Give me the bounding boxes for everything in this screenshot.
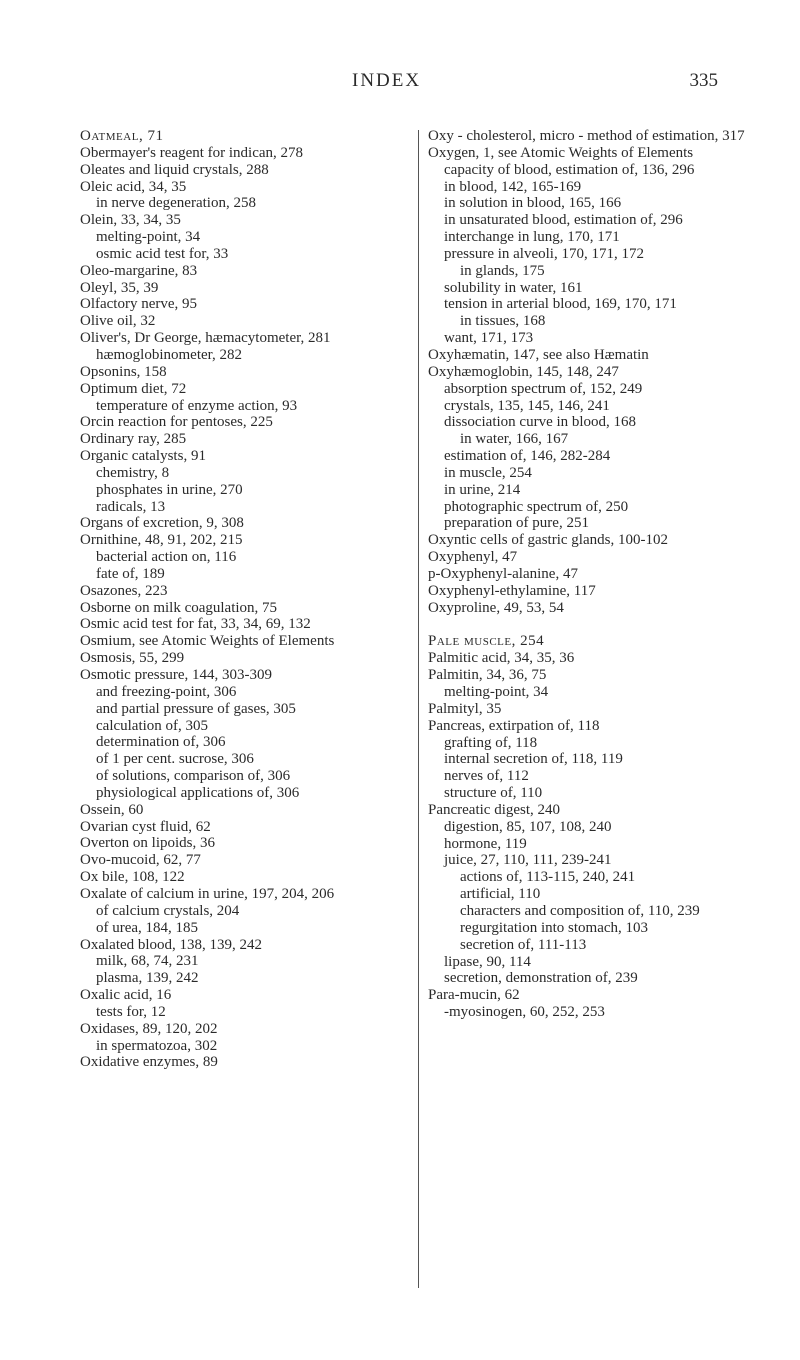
index-entry: Oxyhæmatin, 147, see also Hæmatin — [428, 346, 649, 363]
index-subentry: characters and composition of, 110, 239 — [460, 902, 700, 919]
index-entry: Ordinary ray, 285 — [80, 431, 187, 448]
index-entry: Para-mucin, 62 — [428, 987, 520, 1004]
index-entry: Oxyntic cells of gastric glands, 100-102 — [428, 532, 668, 549]
index-entry: Osmotic pressure, 144, 303-309 — [80, 667, 273, 683]
index-entry: Oleo-margarine, 83 — [80, 262, 198, 279]
running-title: INDEX — [352, 70, 422, 91]
index-subentry: actions of, 113-115, 240, 241 — [460, 869, 636, 886]
index-entry: Ovarian cyst fluid, 62 — [80, 818, 211, 835]
index-subentry: tests for, 12 — [96, 1003, 166, 1020]
index-entry: Oleic acid, 34, 35 — [80, 178, 187, 195]
index-entry: Oxy - cholesterol, micro - method of estimation, 317 — [428, 128, 745, 144]
index-subentry: melting-point, 34 — [444, 684, 549, 700]
index-entry: Oleates and liquid crystals, 288 — [80, 161, 269, 178]
index-subentry: calculation of, 305 — [96, 717, 209, 734]
index-subentry: hormone, 119 — [444, 835, 527, 852]
index-subentry: and partial pressure of gases, 305 — [96, 700, 296, 717]
index-subentry: in tissues, 168 — [460, 313, 546, 330]
index-subentry: in muscle, 254 — [444, 464, 532, 481]
index-entry: Overton on lipoids, 36 — [80, 835, 215, 852]
index-subentry: preparation of pure, 251 — [444, 515, 589, 532]
index-subentry: physiological applications of, 306 — [96, 784, 300, 801]
index-entry: Palmitin, 34, 36, 75 — [428, 667, 547, 684]
index-subentry: photographic spectrum of, 250 — [444, 498, 629, 515]
index-entry: Oxalic acid, 16 — [80, 987, 172, 1004]
index-entry: Oxidative enzymes, 89 — [80, 1054, 218, 1071]
index-entry: Opsonins, 158 — [80, 363, 167, 380]
index-subentry: tension in arterial blood, 169, 170, 171 — [444, 296, 677, 313]
index-entry: Oatmeal, 71 — [80, 128, 164, 144]
index-subentry: lipase, 90, 114 — [444, 953, 531, 970]
index-entry: Optimum diet, 72 — [80, 380, 187, 397]
index-subentry: solubility in water, 161 — [444, 279, 583, 296]
index-column-right — [428, 128, 764, 1021]
index-subentry: in spermatozoa, 302 — [96, 1037, 218, 1054]
index-subentry: artificial, 110 — [460, 886, 541, 903]
page-header — [0, 70, 800, 100]
index-subentry: absorption spectrum of, 152, 249 — [444, 380, 643, 397]
index-entry: Osborne on milk coagulation, 75 — [80, 599, 278, 616]
index-subentry: of calcium crystals, 204 — [96, 902, 240, 919]
index-entry: Organs of excretion, 9, 308 — [80, 515, 244, 532]
index-entry: Oxyhæmoglobin, 145, 148, 247 — [428, 363, 619, 380]
index-subentry: pressure in alveoli, 170, 171, 172 — [444, 245, 644, 262]
index-entry: Ossein, 60 — [80, 801, 144, 818]
index-entry: Olein, 33, 34, 35 — [80, 212, 181, 229]
index-subentry: in unsaturated blood, estimation of, 296 — [444, 212, 683, 229]
index-subentry: dissociation curve in blood, 168 — [444, 414, 637, 431]
index-subentry: of solutions, comparison of, 306 — [96, 768, 291, 785]
index-entry: Oxalate of calcium in urine, 197, 204, 206 — [80, 885, 335, 902]
index-column-left — [80, 128, 416, 1071]
index-entry: Oxyproline, 49, 53, 54 — [428, 599, 564, 616]
index-entry: Olfactory nerve, 95 — [80, 296, 198, 313]
index-subentry: determination of, 306 — [96, 734, 226, 751]
index-subentry: secretion of, 111-113 — [460, 936, 587, 953]
index-subentry: temperature of enzyme action, 93 — [96, 397, 298, 414]
index-entry: Organic catalysts, 91 — [80, 448, 206, 465]
index-subentry: in water, 166, 167 — [460, 431, 569, 448]
index-subentry: of urea, 184, 185 — [96, 919, 199, 936]
index-entry: Oxygen, 1, see Atomic Weights of Elements — [428, 144, 694, 161]
index-subentry: of 1 per cent. sucrose, 306 — [96, 751, 254, 768]
index-entry: Pancreas, extirpation of, 118 — [428, 717, 600, 734]
index-subentry: -myosinogen, 60, 252, 253 — [444, 1004, 605, 1021]
index-subentry: milk, 68, 74, 231 — [96, 953, 199, 970]
index-entry: Oleyl, 35, 39 — [80, 279, 159, 296]
index-entry: Pancreatic digest, 240 — [428, 801, 561, 818]
index-entry: Oxyphenyl-ethylamine, 117 — [428, 582, 596, 599]
index-entry: Osmic acid test for fat, 33, 34, 69, 132 — [80, 616, 311, 633]
index-subentry: in urine, 214 — [444, 481, 521, 498]
index-subentry: nerves of, 112 — [444, 768, 529, 785]
index-entry: Pale muscle, 254 — [428, 633, 545, 650]
index-subentry: osmic acid test for, 33 — [96, 245, 229, 262]
index-subentry: fate of, 189 — [96, 565, 165, 582]
index-subentry: interchange in lung, 170, 171 — [444, 229, 620, 246]
index-subentry: estimation of, 146, 282-284 — [444, 448, 611, 465]
index-entry: Osazones, 223 — [80, 582, 168, 599]
index-subentry: in glands, 175 — [460, 262, 545, 279]
column-divider — [418, 130, 419, 1288]
index-subentry: digestion, 85, 107, 108, 240 — [444, 818, 612, 835]
index-entry: Palmitic acid, 34, 35, 36 — [428, 650, 575, 667]
index-subentry: crystals, 135, 145, 146, 241 — [444, 397, 610, 414]
index-subentry: grafting of, 118 — [444, 734, 538, 751]
index-entry: Obermayer's reagent for indican, 278 — [80, 144, 304, 161]
index-subentry: in solution in blood, 165, 166 — [444, 195, 622, 212]
index-subentry: hæmoglobinometer, 282 — [96, 346, 243, 363]
index-subentry: want, 171, 173 — [444, 330, 534, 347]
index-entry: Olive oil, 32 — [80, 313, 156, 330]
index-subentry: plasma, 139, 242 — [96, 970, 199, 987]
index-entry: Oxalated blood, 138, 139, 242 — [80, 936, 263, 953]
index-entry: Oliver's, Dr George, hæmacytometer, 281 — [80, 330, 331, 347]
index-subentry: internal secretion of, 118, 119 — [444, 751, 623, 768]
index-subentry: bacterial action on, 116 — [96, 549, 237, 566]
index-entry: Ornithine, 48, 91, 202, 215 — [80, 532, 243, 549]
index-subentry: in blood, 142, 165-169 — [444, 178, 582, 195]
index-entry: p-Oxyphenyl-alanine, 47 — [428, 565, 578, 582]
index-entry: Osmium, see Atomic Weights of Elements — [80, 633, 335, 650]
index-subentry: capacity of blood, estimation of, 136, 296 — [444, 161, 695, 178]
index-entry: Osmosis, 55, 299 — [80, 650, 185, 667]
page-number: 335 — [689, 70, 718, 91]
index-subentry: secretion, demonstration of, 239 — [444, 970, 638, 987]
index-subentry: juice, 27, 110, 111, 239-241 — [444, 852, 612, 869]
index-subentry: phosphates in urine, 270 — [96, 481, 243, 498]
index-entry: Ovo-mucoid, 62, 77 — [80, 852, 201, 869]
index-entry: Orcin reaction for pentoses, 225 — [80, 414, 273, 431]
index-entry: Oxidases, 89, 120, 202 — [80, 1020, 218, 1037]
index-entry: Oxyphenyl, 47 — [428, 549, 518, 566]
index-subentry: radicals, 13 — [96, 498, 166, 515]
index-subentry: and freezing-point, 306 — [96, 683, 237, 700]
index-subentry: structure of, 110 — [444, 785, 543, 802]
index-subentry: in nerve degeneration, 258 — [96, 195, 256, 212]
index-subentry: regurgitation into stomach, 103 — [460, 919, 649, 936]
index-entry: Palmityl, 35 — [428, 700, 502, 717]
index-entry: Ox bile, 108, 122 — [80, 869, 185, 886]
index-subentry: chemistry, 8 — [96, 464, 170, 481]
index-subentry: melting-point, 34 — [96, 229, 201, 246]
